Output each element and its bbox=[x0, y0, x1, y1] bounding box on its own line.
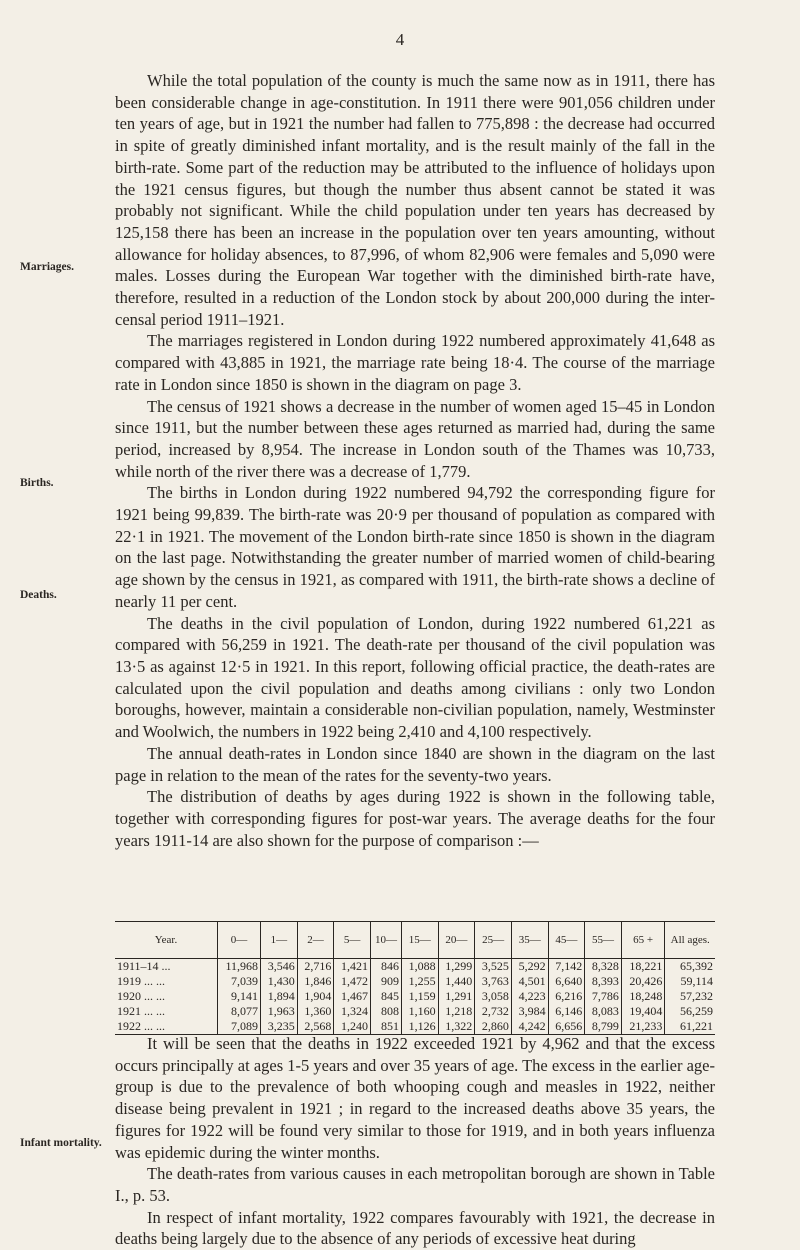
table-cell: 9,141 bbox=[218, 989, 261, 1004]
table-cell: 4,501 bbox=[511, 974, 548, 989]
table-cell: 8,077 bbox=[218, 1004, 261, 1019]
table-cell: 1,299 bbox=[438, 959, 475, 975]
table-cell: 1,218 bbox=[438, 1004, 475, 1019]
table-cell: 3,984 bbox=[511, 1004, 548, 1019]
table-cell: 3,546 bbox=[261, 959, 298, 975]
table-cell: 8,083 bbox=[585, 1004, 622, 1019]
table-cell: 1,255 bbox=[401, 974, 438, 989]
margin-note-marriages: Marriages. bbox=[20, 261, 74, 273]
header-age-2: 2— bbox=[297, 922, 334, 959]
table-cell: 2,568 bbox=[297, 1019, 334, 1035]
table-cell: 21,233 bbox=[621, 1019, 665, 1035]
header-age-55: 55— bbox=[585, 922, 622, 959]
table-cell: 18,221 bbox=[621, 959, 665, 975]
header-age-25: 25— bbox=[475, 922, 512, 959]
header-all-ages: All ages. bbox=[665, 922, 715, 959]
table-cell: 1,467 bbox=[334, 989, 371, 1004]
table-cell: 1,430 bbox=[261, 974, 298, 989]
table-cell: 3,763 bbox=[475, 974, 512, 989]
table-cell: 7,089 bbox=[218, 1019, 261, 1035]
paragraph-death-rates: The annual death-rates in London since 1840 are shown in the diagram on the last page in relation to the mean of the rates for the seventy-two years. bbox=[115, 743, 715, 785]
margin-note-deaths: Deaths. bbox=[20, 589, 57, 601]
table-cell: 5,292 bbox=[511, 959, 548, 975]
table-cell: 2,860 bbox=[475, 1019, 512, 1035]
table-row bbox=[115, 1004, 715, 1019]
table-cell: 59,114 bbox=[665, 974, 715, 989]
table-cell: 1,291 bbox=[438, 989, 475, 1004]
table-cell: 3,235 bbox=[261, 1019, 298, 1035]
table-cell: 3,525 bbox=[475, 959, 512, 975]
paragraph-excess-deaths: It will be seen that the deaths in 1922 exceeded 1921 by 4,962 and that the excess occurs principally at ages 1-5 years and over 35 years of age. The excess in the earlier age-group is due to the prevalence of both whooping cough and measles in 1922, neither disease being prevalent in 1921 ; in regard to the increased deaths above 35 years, the figures for 1922 will be found very similar to those for 1919, and in both years influenza was epidemic during the winter months. bbox=[115, 1034, 715, 1162]
table-cell: 1,963 bbox=[261, 1004, 298, 1019]
table-cell: 6,640 bbox=[548, 974, 585, 989]
table-cell: 6,216 bbox=[548, 989, 585, 1004]
table-body bbox=[115, 959, 715, 1035]
table-cell: 7,142 bbox=[548, 959, 585, 975]
table-cell: 56,259 bbox=[665, 1004, 715, 1019]
table-cell: 57,232 bbox=[665, 989, 715, 1004]
paragraph-infant-mortality: In respect of infant mortality, 1922 compares favourably with 1921, the decrease in deaths being largely due to the absence of any periods of excessive heat during bbox=[115, 1207, 715, 1249]
table-cell: 4,242 bbox=[511, 1019, 548, 1035]
table-cell: 1,440 bbox=[438, 974, 475, 989]
header-age-0: 0— bbox=[218, 922, 261, 959]
table-cell: 8,393 bbox=[585, 974, 622, 989]
table-cell: 8,328 bbox=[585, 959, 622, 975]
table-cell: 909 bbox=[371, 974, 402, 989]
table-cell: 1,894 bbox=[261, 989, 298, 1004]
paragraph-deaths: The deaths in the civil population of London, during 1922 numbered 61,221 as compared with 56,259 in 1921. The death-rate per thousand of the civil population was 13·5 as against 12·5 in 1921. In this report, following official practice, the death-rates are calculated upon the civil population and deaths among civilians : only two London boroughs, however, maintain a considerable non-civilian population, namely, Westminster and Woolwich, the numbers in 1922 being 2,410 and 4,100 respectively. bbox=[115, 613, 715, 742]
paragraph-distribution: The distribution of deaths by ages during 1922 is shown in the following table, together with corresponding figures for post-war years. The average deaths for the four years 1911-14 are also shown for the purpose of comparison :— bbox=[115, 787, 715, 850]
table-header-row bbox=[115, 922, 715, 959]
paragraph-births: The births in London during 1922 numbered 94,792 the corresponding figure for 1921 being 99,839. The birth-rate was 20·9 per thousand of population as compared with 22·1 in 1921. The movement of the London birth-rate since 1850 is shown in the diagram on the last page. Notwithstanding the greater number of married women of child-bearing age shown by the census in 1921, as compared with 1911, the birth-rate shows a decline of nearly 11 per cent. bbox=[115, 483, 715, 611]
paragraph-population: While the total population of the county is much the same now as in 1911, there has been considerable change in age-constitution. In 1911 there were 901,056 children under ten years of age, but in 1921 the number had fallen to 775,898 : the decrease had occurred in spite of greatly diminished infant mortality, and is the result mainly of the fall in the birth-rate. Some part of the reduction may be attributed to the influence of holidays upon the 1921 census figures, but though the number thus absent cannot be stated it was probably not significant. While the child population under ten years has decreased by 125,158 there has been an increase in the population over ten years amounting, without allowance for holiday absences, to 87,996, of whom 82,906 were females and 5,090 were males. Losses during the European War together with the diminished birth-rate have, therefore, resulted in a reduction of the London stock by about 200,000 during the inter-censal period 1911–1921. bbox=[115, 71, 715, 329]
table-cell: 1,904 bbox=[297, 989, 334, 1004]
table-row bbox=[115, 989, 715, 1004]
table-cell: 845 bbox=[371, 989, 402, 1004]
header-age-15: 15— bbox=[401, 922, 438, 959]
table-cell: 1,088 bbox=[401, 959, 438, 975]
table-cell: 1,846 bbox=[297, 974, 334, 989]
table-cell: 1,421 bbox=[334, 959, 371, 975]
table-cell: 8,799 bbox=[585, 1019, 622, 1035]
header-year: Year. bbox=[115, 922, 218, 959]
table-cell-year: 1921 ... ... bbox=[117, 1004, 165, 1018]
paragraph-marriages: The marriages registered in London during 1922 numbered approximately 41,648 as compared with 43,885 in 1921, the marriage rate being 18·4. The course of the marriage rate in London since 1850 is shown in the diagram on page 3. bbox=[115, 331, 715, 394]
table-row bbox=[115, 974, 715, 989]
header-age-5: 5— bbox=[334, 922, 371, 959]
table-cell: 2,732 bbox=[475, 1004, 512, 1019]
margin-note-births: Births. bbox=[20, 477, 54, 489]
body-text-top bbox=[115, 70, 715, 851]
table-cell: 7,039 bbox=[218, 974, 261, 989]
header-age-65-plus: 65 + bbox=[621, 922, 665, 959]
table-cell-year: 1922 ... ... bbox=[115, 1019, 218, 1035]
paragraph-borough-rates: The death-rates from various causes in each metropolitan borough are shown in Table I., p. 53. bbox=[115, 1164, 715, 1205]
table-cell-year: 1919 ... ... bbox=[117, 974, 165, 988]
table-cell: 1,160 bbox=[401, 1004, 438, 1019]
table-cell: 61,221 bbox=[665, 1019, 715, 1035]
paragraph-census-women: The census of 1921 shows a decrease in the number of women aged 15–45 in London since 1911, but the number between these ages returned as married had, during the same period, increased by 8,954. The increase in London south of the Thames was 10,733, while north of the river there was a decrease of 1,779. bbox=[115, 396, 715, 481]
table-cell: 1,159 bbox=[401, 989, 438, 1004]
table-cell: 19,404 bbox=[621, 1004, 665, 1019]
margin-note-infant-mortality: Infant mortality. bbox=[20, 1137, 102, 1149]
table-cell: 1,472 bbox=[334, 974, 371, 989]
table-cell-year: 1920 ... ... bbox=[117, 989, 165, 1003]
table-cell: 11,968 bbox=[218, 959, 261, 975]
table-cell: 6,656 bbox=[548, 1019, 585, 1035]
table-cell: 65,392 bbox=[665, 959, 715, 975]
header-age-1: 1— bbox=[261, 922, 298, 959]
table-cell: 1,324 bbox=[334, 1004, 371, 1019]
table-cell: 18,248 bbox=[621, 989, 665, 1004]
table-cell: 1,360 bbox=[297, 1004, 334, 1019]
table-cell: 20,426 bbox=[621, 974, 665, 989]
header-age-45: 45— bbox=[548, 922, 585, 959]
table-cell: 6,146 bbox=[548, 1004, 585, 1019]
table-cell: 846 bbox=[371, 959, 402, 975]
table-cell: 851 bbox=[371, 1019, 402, 1035]
table-cell: 7,786 bbox=[585, 989, 622, 1004]
table-cell: 1,322 bbox=[438, 1019, 475, 1035]
table-cell: 4,223 bbox=[511, 989, 548, 1004]
page-number: 4 bbox=[395, 30, 405, 49]
header-age-10: 10— bbox=[371, 922, 402, 959]
table-cell: 1,126 bbox=[401, 1019, 438, 1035]
table-cell-year: 1911–14 ... bbox=[117, 959, 171, 973]
table-cell: 2,716 bbox=[297, 959, 334, 975]
header-age-35: 35— bbox=[511, 922, 548, 959]
deaths-by-age-table bbox=[115, 921, 715, 1035]
table-cell: 808 bbox=[371, 1004, 402, 1019]
body-text-bottom bbox=[115, 1033, 715, 1250]
table-cell: 3,058 bbox=[475, 989, 512, 1004]
table-cell: 1,240 bbox=[334, 1019, 371, 1035]
table-row bbox=[115, 959, 715, 975]
header-age-20: 20— bbox=[438, 922, 475, 959]
